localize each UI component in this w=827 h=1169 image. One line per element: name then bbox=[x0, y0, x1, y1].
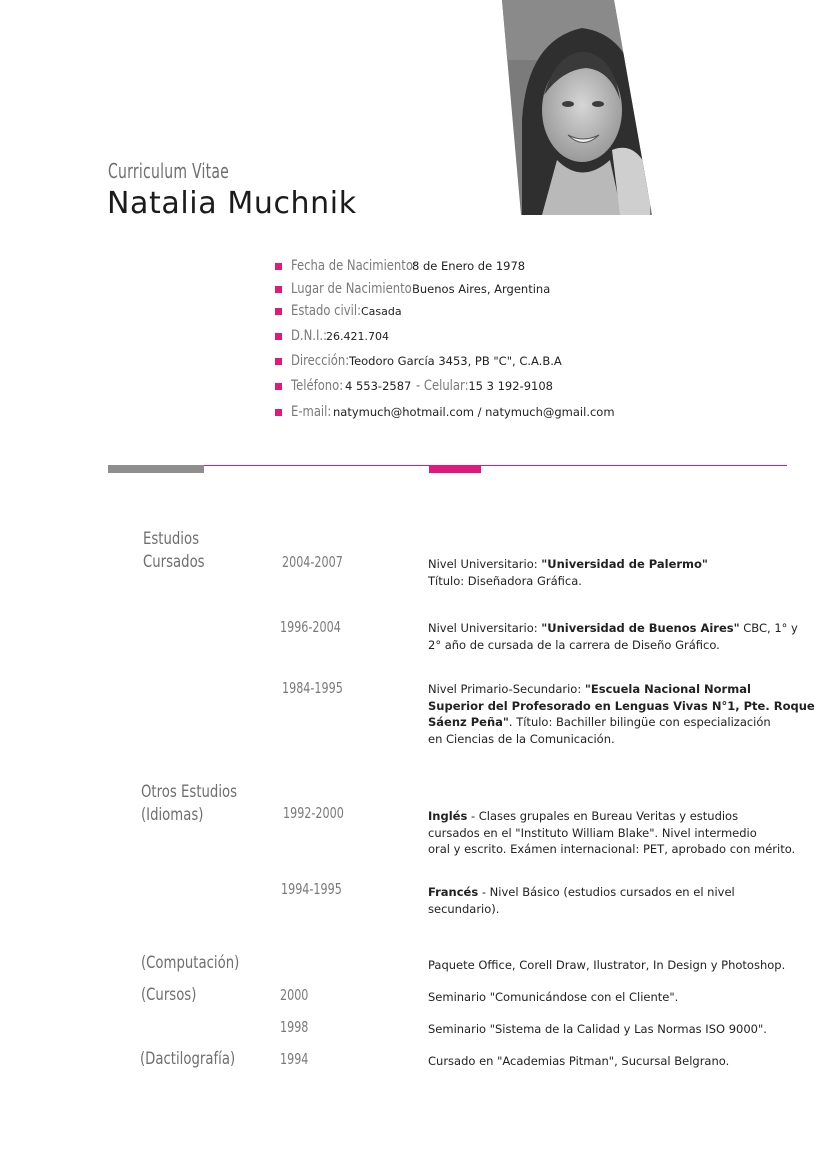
info-value: natymuch@hotmail.com / natymuch@gmail.com bbox=[333, 405, 615, 419]
entry-years: 1994 bbox=[280, 1050, 309, 1068]
full-name: Natalia Muchnik bbox=[107, 186, 357, 221]
education-entry: Nivel Primario-Secundario: "Escuela Nacional Normal Superior del Profesorado en Lenguas Vivas N°1, Pte. Roque Sáenz Peña". Título: Bachiller bilingüe con especialización en Ciencias de la Comunicación. bbox=[428, 682, 815, 746]
section-title-cursos: (Cursos) bbox=[141, 985, 197, 1005]
course-entry: Seminario "Comunicándose con el Cliente". bbox=[428, 990, 679, 1004]
entry-years: 1994-1995 bbox=[281, 880, 342, 898]
section-title-dactilografia: (Dactilografía) bbox=[140, 1049, 236, 1069]
info-value: Casada bbox=[361, 304, 402, 318]
entry-years: 1984-1995 bbox=[282, 679, 343, 697]
info-label: Lugar de Nacimiento: bbox=[291, 281, 416, 297]
bullet-icon bbox=[275, 409, 282, 416]
bullet-icon bbox=[275, 358, 282, 365]
info-value: Buenos Aires, Argentina bbox=[412, 282, 551, 296]
info-value: 4 553-2587 bbox=[345, 379, 412, 393]
course-entry: Seminario "Sistema de la Calidad y Las Normas ISO 9000". bbox=[428, 1022, 767, 1036]
info-value: 26.421.704 bbox=[326, 329, 389, 343]
computing-entry: Paquete Office, Corell Draw, Ilustrator, In Design y Photoshop. bbox=[428, 958, 786, 972]
info-row-phone bbox=[275, 376, 553, 396]
info-label: Teléfono: bbox=[291, 378, 344, 394]
info-label: Estado civil: bbox=[291, 303, 361, 319]
section-title-computacion: (Computación) bbox=[141, 953, 240, 973]
entry-years: 1998 bbox=[280, 1018, 309, 1036]
info-label: Dirección: bbox=[291, 353, 350, 369]
info-row-dni bbox=[275, 326, 389, 346]
language-entry: Francés - Nivel Básico (estudios cursados en el nivel secundario). bbox=[428, 885, 735, 916]
entry-years: 2000 bbox=[280, 986, 309, 1004]
language-entry: Inglés - Clases grupales en Bureau Veritas y estudios cursados en el "Instituto William Blake". Nivel intermedio oral y escrito. Exámen internacional: PET, aprobado con mérito. bbox=[428, 809, 796, 856]
info-row-birthdate bbox=[275, 256, 525, 276]
info-label: E-mail: bbox=[291, 404, 332, 420]
section-title-otros-estudios: Otros Estudios (Idiomas) bbox=[141, 782, 238, 825]
info-row-marital-status bbox=[275, 301, 402, 321]
info-value: 8 de Enero de 1978 bbox=[412, 259, 526, 273]
bullet-icon bbox=[275, 263, 282, 270]
education-entry: Nivel Universitario: "Universidad de Palermo" Título: Diseñadora Gráfica. bbox=[428, 557, 708, 588]
info-label-mobile: - Celular: bbox=[416, 378, 469, 394]
typing-entry: Cursado en "Academias Pitman", Sucursal Belgrano. bbox=[428, 1054, 730, 1068]
bullet-icon bbox=[275, 383, 282, 390]
info-label: D.N.I.: bbox=[291, 328, 328, 344]
entry-years: 1996-2004 bbox=[280, 618, 341, 636]
info-value-mobile: 15 3 192-9108 bbox=[468, 379, 553, 393]
section-title-estudios: Estudios Cursados bbox=[143, 529, 205, 572]
bullet-icon bbox=[275, 308, 282, 315]
divider-grey-bar bbox=[108, 465, 204, 473]
education-entry: Nivel Universitario: "Universidad de Buenos Aires" CBC, 1° y 2° año de cursada de la carrera de Diseño Gráfico. bbox=[428, 621, 798, 652]
info-row-birthplace bbox=[275, 279, 550, 299]
info-value: Teodoro García 3453, PB "C", C.A.B.A bbox=[349, 354, 562, 368]
profile-photo bbox=[502, 0, 652, 215]
cv-label: Curriculum Vitae bbox=[108, 159, 230, 183]
entry-years: 2004-2007 bbox=[282, 553, 343, 571]
divider-accent-bar bbox=[429, 465, 481, 473]
info-row-address bbox=[275, 351, 562, 371]
info-label: Fecha de Nacimiento: bbox=[291, 258, 417, 274]
entry-years: 1992-2000 bbox=[283, 804, 344, 822]
bullet-icon bbox=[275, 333, 282, 340]
info-row-email bbox=[275, 402, 615, 422]
bullet-icon bbox=[275, 286, 282, 293]
